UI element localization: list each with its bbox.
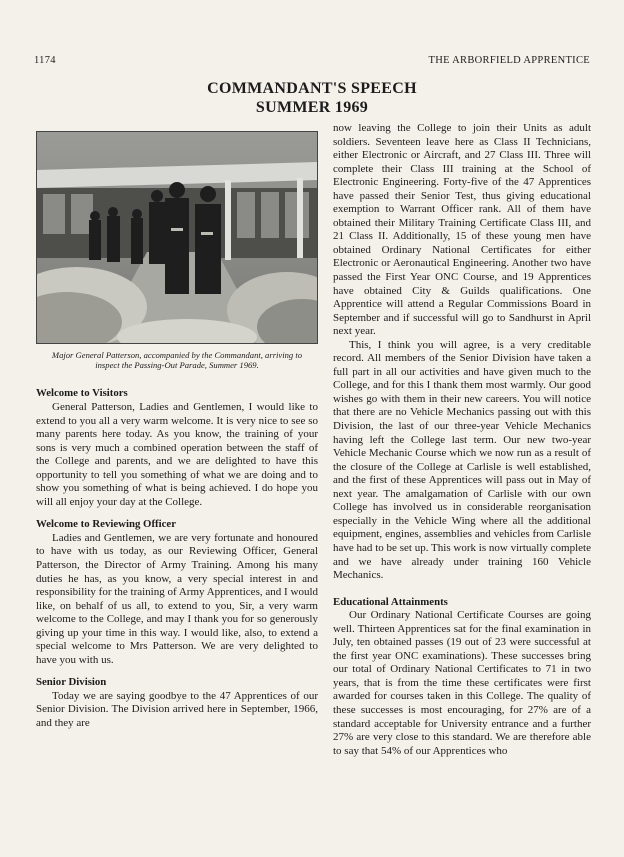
publication-name: THE ARBORFIELD APPRENTICE — [428, 55, 590, 66]
paragraph-senior-division-continued: now leaving the College to join their Units as adult soldiers. Seventeen leave here as Class II Technicians, either Electronic or Aircraft, and 27 Class III. Three will complete their Class III training at the School of Electronic Engineering. Forty-five of the 47 Apprentices have passed their Senior Test, thus giving educational exemption to Warrant Officer rank. All of them have obtained their Military Training Certificate Class III, and 21 Class II. Additionally, 15 of these young men have obtained Ordinary National Certificates for either Electronic or Aeronautical Engineering. Another two have passed the First Year ONC Course, and 19 Apprentices have obtained City & Guilds qualifications. One Apprentice will attend a Regular Commissions Board in September and if successful will go to Sandhurst in April next year. — [333, 122, 591, 338]
page-number: 1174 — [34, 55, 56, 66]
paragraph-welcome-reviewing-officer: Ladies and Gentlemen, we are very fortunate and honoured to have with us today, as our Reviewing Officer, General Patterson, the Director of Army Training. Among his many duties he has, as you know, a very special interest in and responsibility for the training of Army Apprentices, and I would like, on behalf of us all, to extend to you, Sir, a very warm welcome to the College, and may I thank you for so generously giving up your time in this way. I would like, also, to extend a special welcome to Mrs Patterson. We are very delighted to have you with us. — [36, 531, 318, 666]
page-header — [34, 55, 590, 66]
heading-welcome-visitors: Welcome to Visitors — [36, 387, 128, 400]
photo-caption: Major General Patterson, accompanied by the Commandant, arriving to inspect the Passing-Out Parade, Summer 1969. — [51, 350, 303, 371]
paragraph-educational-attainments: Our Ordinary National Certificate Courses are going well. Thirteen Apprentices sat for the final examination in July, ten obtained passes (19 out of 23 were successful at the first year ONC examinations). These successes bring our total of Ordinary National Certificates to 71 in two years, that is from the time these certificates were first awarded for courses taken in this College. The quality of these successes is most encouraging, for 27% are of a standard acceptable for University entrance and a further 27% are very close to this standard. We are therefore able to say that 54% of our Apprentices who — [333, 609, 591, 757]
title-line-2: SUMMER 1969 — [255, 99, 369, 116]
heading-senior-division: Senior Division — [36, 676, 107, 689]
paragraph-welcome-visitors: General Patterson, Ladies and Gentlemen, I would like to extend to you all a very warm welcome. It is very nice to see so many parents here today. As you know, the training of your sons is very much a combined operation between the staff of the College and parents, and we are delighted to have this opportunity to tell you something of what we are doing and to show you something of what is being achieved. I do hope you will all enjoy your day at the College. — [36, 400, 318, 508]
parade-photo — [36, 131, 318, 344]
heading-educational-attainments: Educational Attainments — [333, 595, 448, 608]
paragraph-senior-division-record: This, I think you will agree, is a very creditable record. All members of the Senior Division have taken a full part in all our activities and have given much to the College, and for this I thank them most warmly. Our good wishes go with them in their new careers. You will notice that there are no Vehicle Mechanics passing out with this Division, the last of our three-year Vehicle Mechanics having left the College last term. Our new two-year Vehicle Mechanic Course which we now run as a result of the closure of the College at Carlisle is well established, and the first of these Apprentices will pass out in May of next year. The amalgamation of Carlisle with our own College has involved us in considerable reorganisation especially in the Vehicle Wing where all the additional equipment, engines, assemblies and vehicles from Carlisle have had to be set up. This work is now virtually complete and we have already under training 160 Vehicle Mechanics. — [333, 338, 591, 582]
right-column — [333, 122, 591, 758]
article-title — [0, 79, 624, 117]
heading-welcome-reviewing-officer: Welcome to Reviewing Officer — [36, 518, 177, 531]
parade-photo-illustration — [37, 132, 318, 344]
title-line-1: COMMANDANT'S SPEECH — [207, 80, 417, 97]
left-column — [36, 131, 318, 731]
paragraph-senior-division-start: Today we are saying goodbye to the 47 Apprentices of our Senior Division. The Division arrived here in September, 1966, and they are — [36, 689, 318, 729]
